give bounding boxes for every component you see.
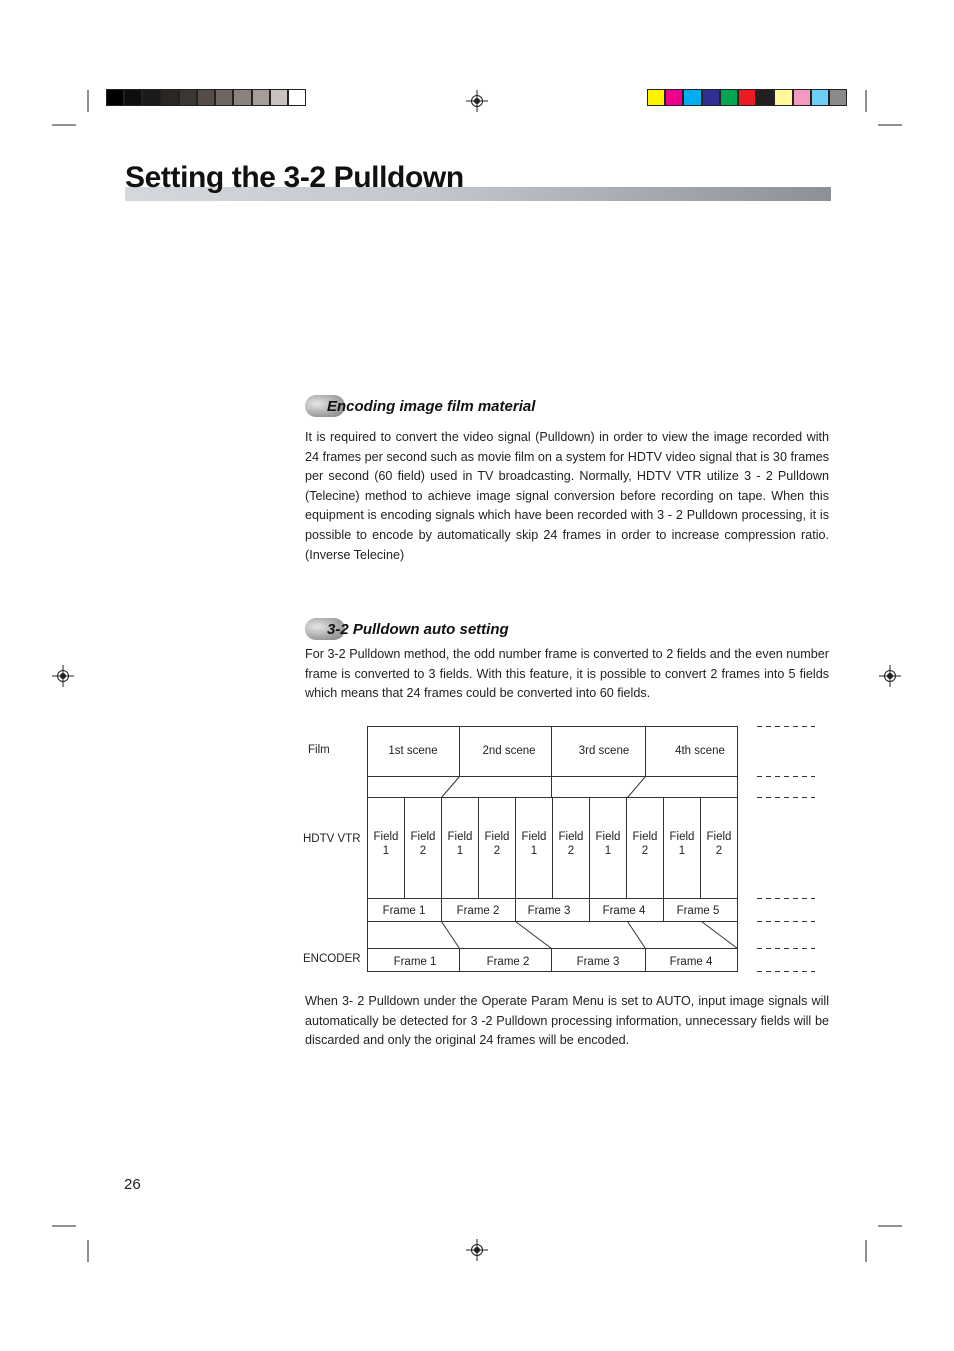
vtr-field-cell xyxy=(405,830,442,858)
field-word: Field xyxy=(595,831,621,843)
field-number: 1 xyxy=(604,845,612,857)
vtr-field-cell xyxy=(442,830,479,858)
encoder-frame-label: Frame 1 xyxy=(393,956,437,968)
vtr-frame-label: Frame 4 xyxy=(602,905,646,917)
field-word: Field xyxy=(373,831,399,843)
vtr-field-cell xyxy=(701,830,738,858)
field-word: Field xyxy=(521,831,547,843)
field-number: 1 xyxy=(530,845,538,857)
section-body-pulldown: For 3-2 Pulldown method, the odd number frame is converted to 2 fields and the even number frame is converted to 3 fields. With this feature, it is possible to convert 2 frames into 5 fields which means that 24 frames could be converted into 60 fields. xyxy=(305,647,829,701)
page-number: 26 xyxy=(124,1176,141,1193)
field-number: 1 xyxy=(382,845,390,857)
field-word: Field xyxy=(558,831,584,843)
page-title: Setting the 3-2 Pulldown xyxy=(125,161,464,194)
vtr-field-cell xyxy=(516,830,553,858)
film-scene-label: 3rd scene xyxy=(578,745,630,757)
section-heading-encoding: Encoding image film material xyxy=(327,398,536,415)
field-word: Field xyxy=(484,831,510,843)
row-label-film: Film xyxy=(308,744,330,756)
vtr-frame-label: Frame 5 xyxy=(676,905,720,917)
vtr-frame-label: Frame 2 xyxy=(456,905,500,917)
row-label-hdtv-vtr: HDTV VTR xyxy=(303,833,361,845)
vtr-field-cell xyxy=(627,830,664,858)
closing-paragraph: When 3- 2 Pulldown under the Operate Param Menu is set to AUTO, input image signals will automatically be detected for 3 -2 Pulldown processing information, unnecessary fields will be discarded and only the original 24 frames will be encoded. xyxy=(305,994,829,1048)
encoder-frame-label: Frame 3 xyxy=(576,956,620,968)
encoder-frame-label: Frame 2 xyxy=(486,956,530,968)
continuation-dashes xyxy=(757,727,815,972)
field-number: 2 xyxy=(419,845,427,857)
field-word: Field xyxy=(447,831,473,843)
field-word: Field xyxy=(632,831,658,843)
vtr-field-cell xyxy=(368,830,405,858)
encoder-frame-label: Frame 4 xyxy=(669,956,713,968)
vtr-field-cell xyxy=(590,830,627,858)
film-scene-label: 2nd scene xyxy=(482,745,536,757)
field-word: Field xyxy=(706,831,732,843)
vtr-frame-label: Frame 1 xyxy=(382,905,426,917)
field-number: 1 xyxy=(456,845,464,857)
vtr-field-cell xyxy=(479,830,516,858)
field-word: Field xyxy=(410,831,436,843)
vtr-field-cell xyxy=(664,830,701,858)
field-number: 2 xyxy=(567,845,575,857)
field-number: 2 xyxy=(715,845,723,857)
film-scene-label: 4th scene xyxy=(675,745,725,757)
film-scene-label: 1st scene xyxy=(388,745,438,757)
section-heading-pulldown: 3-2 Pulldown auto setting xyxy=(327,621,509,638)
vtr-frame-label: Frame 3 xyxy=(527,905,571,917)
field-number: 1 xyxy=(678,845,686,857)
field-word: Field xyxy=(669,831,695,843)
field-number: 2 xyxy=(641,845,649,857)
field-number: 2 xyxy=(493,845,501,857)
section-body-encoding: It is required to convert the video signal (Pulldown) in order to view the image recorded with 24 frames per second such as movie film on a system for HDTV video signal that is 30 frames per second (60 field) used in TV broadcasting. Normally, HDTV VTR utilize 3 - 2 Pulldown (Telecine) method to achieve image signal conversion before recording on tape. When this equipment is encoding signals which have been recorded with 3 - 2 Pulldown processing, it is possible to encode by automatically skip 24 frames in order to increase compression ratio. (Inverse Telecine) xyxy=(305,430,829,562)
vtr-field-cell xyxy=(553,830,590,858)
row-label-encoder: ENCODER xyxy=(303,953,361,965)
